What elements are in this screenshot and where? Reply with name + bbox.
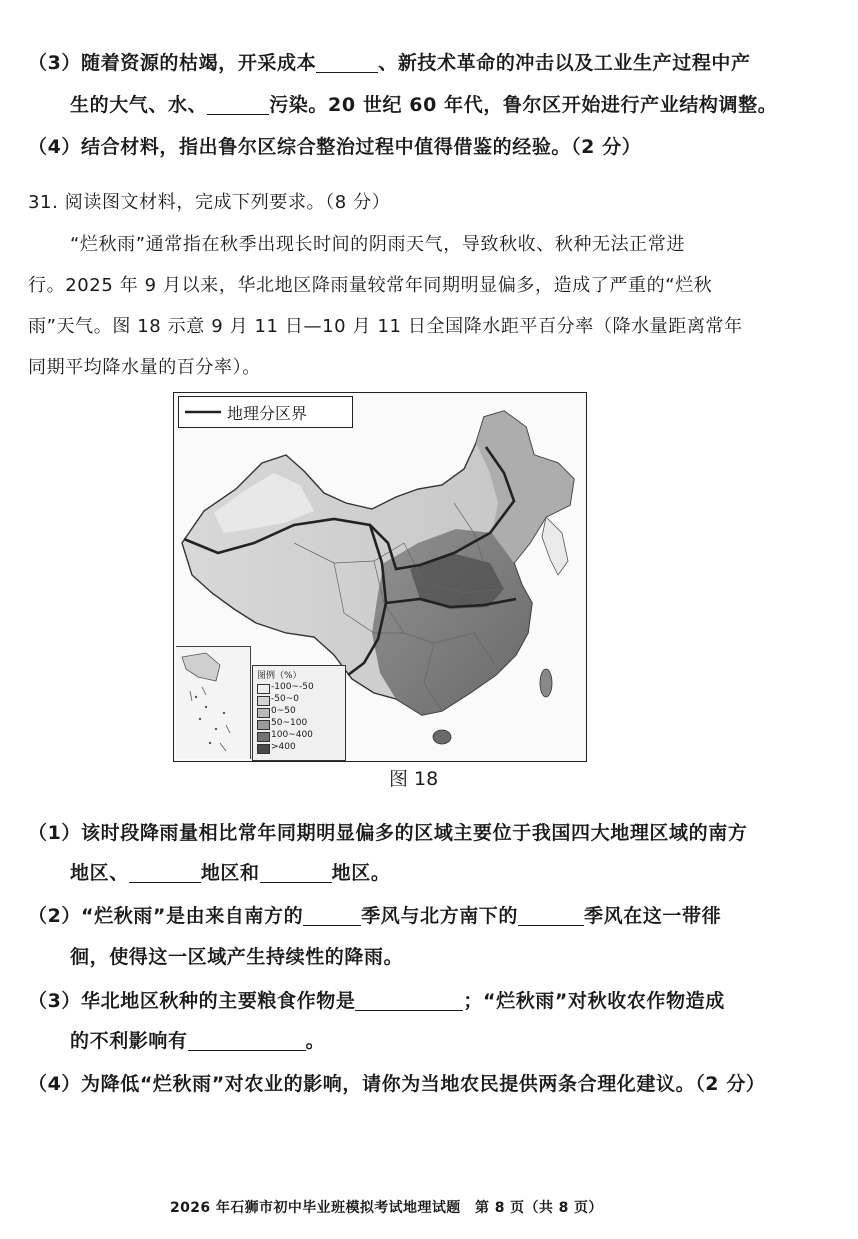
answer-blank[interactable] (303, 906, 361, 926)
legend-swatch (257, 732, 270, 742)
legend-item (257, 719, 343, 730)
taiwan-island (540, 669, 552, 697)
q31-item3-line2 (70, 1026, 325, 1053)
answer-blank[interactable] (518, 906, 584, 926)
q30-item3-line2 (70, 90, 777, 117)
legend-label: -50~0 (271, 694, 299, 704)
legend-item (257, 683, 343, 694)
page-footer: 2026 年石狮市初中毕业班模拟考试地理试题 第 8 页（共 8 页） (170, 1200, 603, 1216)
q31-item1-line2 (70, 858, 390, 885)
material-line-4: 同期平均降水量的百分率）。 (28, 357, 261, 378)
legend-swatch (257, 720, 270, 730)
legend-item (257, 695, 343, 706)
legend-label: 100~400 (271, 730, 313, 740)
q30-item3-line1 (28, 48, 751, 75)
q31-item4: （4）为降低“烂秋雨”对农业的影响，请你为当地农民提供两条合理化建议。（2 分） (28, 1073, 766, 1095)
q31-item3-text-b: ；“烂秋雨”对秋收农作物造成 (463, 990, 725, 1012)
figure-caption: 图 18 (389, 768, 439, 790)
legend-label: >400 (271, 742, 296, 752)
q31-item3-line1 (28, 986, 725, 1013)
q31-item2-line2: 徊，使得这一区域产生持续性的降雨。 (70, 946, 404, 968)
material-line-3: 雨”天气。图 18 示意 9 月 11 日—10 月 11 日全国降水距平百分率（降水量距离常年 (28, 316, 743, 337)
q31-item1-text-d: 地区。 (331, 862, 391, 884)
answer-blank[interactable] (355, 991, 463, 1011)
answer-blank[interactable] (188, 1031, 306, 1051)
q31-item2-line1 (28, 901, 721, 928)
boundary-legend-label: 地理分区界 (227, 404, 308, 423)
hainan-island (433, 730, 451, 744)
answer-blank[interactable] (316, 53, 378, 73)
color-legend (252, 665, 346, 761)
q31-item3-text-c: 的不利影响有 (70, 1030, 188, 1052)
answer-blank[interactable] (260, 863, 332, 883)
legend-swatch (257, 684, 270, 694)
legend-label: 0~50 (271, 706, 296, 716)
legend-item (257, 707, 343, 718)
q30-item4: （4）结合材料，指出鲁尔区综合整治过程中值得借鉴的经验。（2 分） (28, 136, 642, 158)
legend-item (257, 743, 343, 754)
south-china-sea-inset (176, 646, 251, 759)
legend-swatch (257, 744, 270, 754)
legend-item (257, 731, 343, 742)
q30-item3-text-b: 、新技术革命的冲击以及工业生产过程中产 (378, 52, 751, 74)
legend-label: 50~100 (271, 718, 308, 728)
q31-title: 31. 阅读图文材料，完成下列要求。（8 分） (28, 192, 391, 213)
islands-dots (195, 696, 225, 744)
inset-map-svg (176, 647, 250, 759)
material-line-2: 行。2025 年 9 月以来，华北地区降雨量较常年同期明显偏多，造成了严重的“烂秋 (28, 275, 713, 296)
boundary-legend (178, 396, 353, 428)
q30-item3-text-a: （3）随着资源的枯竭，开采成本 (28, 52, 317, 74)
answer-blank[interactable] (207, 95, 269, 115)
q31-item1-text-c: 地区和 (200, 862, 260, 884)
answer-blank[interactable] (129, 863, 201, 883)
korea-peninsula (542, 517, 568, 575)
legend-title: 图例（%） (257, 671, 302, 681)
legend-swatch (257, 696, 270, 706)
q31-item1-line1: （1）该时段降雨量相比常年同期明显偏多的区域主要位于我国四大地理区域的南方 (28, 822, 748, 844)
legend-label: -100~-50 (271, 682, 314, 692)
q31-item2-text-a: （2）“烂秋雨”是由来自南方的 (28, 905, 304, 927)
q31-item3-text-a: （3）华北地区秋种的主要粮食作物是 (28, 990, 356, 1012)
q31-item2-text-b: 季风与北方南下的 (361, 905, 519, 927)
boundary-line-icon (185, 410, 221, 414)
legend-swatch (257, 708, 270, 718)
q31-item3-text-d: 。 (305, 1030, 326, 1052)
q31-item1-text-b: 地区、 (70, 862, 129, 884)
q31-item2-text-c: 季风在这一带徘 (584, 905, 722, 927)
q30-item3-text-d: 污染。20 世纪 60 年代，鲁尔区开始进行产业结构调整。 (269, 94, 778, 116)
q30-item3-text-c: 生的大气、水、 (70, 94, 208, 116)
material-line-1: “烂秋雨”通常指在秋季出现长时间的阴雨天气，导致秋收、秋种无法正常进 (70, 234, 686, 255)
